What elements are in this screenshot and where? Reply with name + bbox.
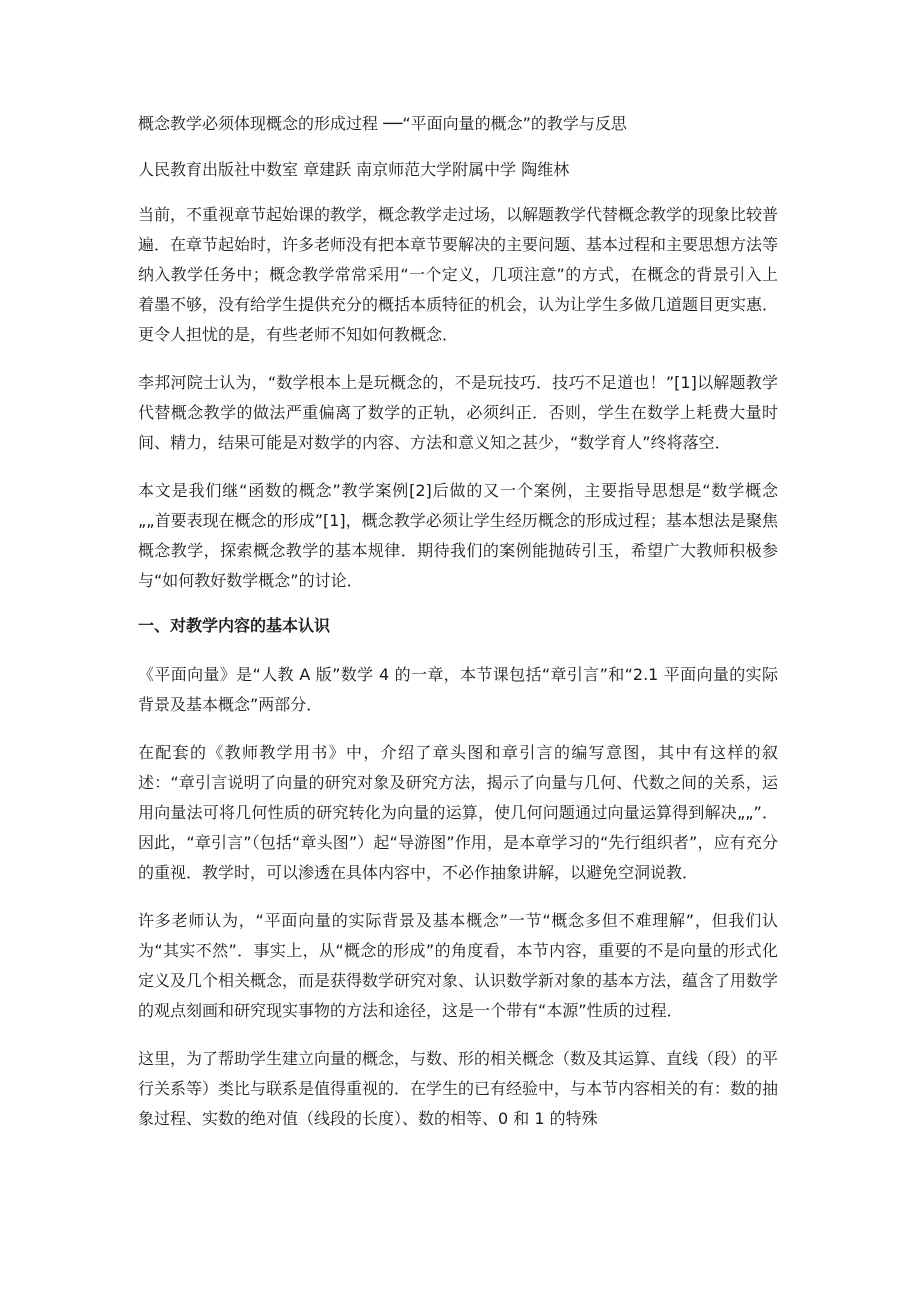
document-body: [138, 112, 778, 1152]
paragraph-intro-2: 李邦河院士认为，“数学根本上是玩概念的，不是玩技巧．技巧不足道也！”[1]以解题教学代替概念教学的做法严重偏离了数学的正轨，必须纠正．否则，学生在数学上耗费大量时间、精力，结果可能是对数学的内容、方法和意义知之甚少，“数学育人”终将落空．: [138, 373, 778, 452]
section-heading-1: 一、对教学内容的基本认识: [138, 616, 331, 635]
paragraph-section1-3: 许多老师认为，“平面向量的实际背景及基本概念”一节“概念多但不难理解”，但我们认为“其实不然”．事实上，从“概念的形成”的角度看，本节内容，重要的不是向量的形式化定义及几个相关概念，而是获得数学研究对象、认识数学新对象的基本方法，蕴含了用数学的观点刻画和研究现实事物的方法和途径，这是一个带有“本源”性质的过程．: [138, 911, 779, 1020]
document-title: 概念教学必须体现概念的形成过程 ──“平面向量的概念”的教学与反思: [138, 114, 627, 133]
paragraph-section1-1: 《平面向量》是“人教 A 版”数学 4 的一章，本节课包括“章引言”和“2.1 平面向量的实际背景及基本概念”两部分．: [138, 665, 778, 714]
paragraph-section1-4: 这里，为了帮助学生建立向量的概念，与数、形的相关概念（数及其运算、直线（段）的平行关系等）类比与联系是值得重视的．在学生的已有经验中，与本节内容相关的有：数的抽象过程、实数的绝对值（线段的长度）、数的相等、0 和 1 的特殊: [138, 1049, 779, 1128]
paragraph-intro-3: 本文是我们继“函数的概念”教学案例[2]后做的又一个案例，主要指导思想是“数学概念„„首要表现在概念的形成”[1]，概念教学必须让学生经历概念的形成过程；基本想法是聚焦概念教学，探索概念教学的基本规律．期待我们的案例能抛砖引玉，希望广大教师积极参与“如何教好数学概念”的讨论．: [138, 481, 778, 590]
author-line: 人民教育出版社中数室 章建跃 南京师范大学附属中学 陶维林: [138, 160, 570, 179]
paragraph-intro-1: 当前，不重视章节起始课的教学，概念教学走过场，以解题教学代替概念教学的现象比较普遍．在章节起始时，许多老师没有把本章节要解决的主要问题、基本过程和主要思想方法等纳入教学任务中；概念教学常常采用“一个定义，几项注意”的方式，在概念的背景引入上着墨不够，没有给学生提供充分的概括本质特征的机会，认为让学生多做几道题目更实惠．更令人担忧的是，有些老师不知如何教概念．: [138, 205, 779, 344]
paragraph-section1-2: 在配套的《教师教学用书》中，介绍了章头图和章引言的编写意图，其中有这样的叙述：“章引言说明了向量的研究对象及研究方法，揭示了向量与几何、代数之间的关系，运用向量法可将几何性质的研究转化为向量的运算，使几何问题通过向量运算得到解决„„”．因此，“章引言”（包括“章头图”）起“导游图”作用，是本章学习的“先行组织者”，应有充分的重视．教学时，可以渗透在具体内容中，不必作抽象讲解，以避免空洞说教．: [138, 743, 778, 882]
